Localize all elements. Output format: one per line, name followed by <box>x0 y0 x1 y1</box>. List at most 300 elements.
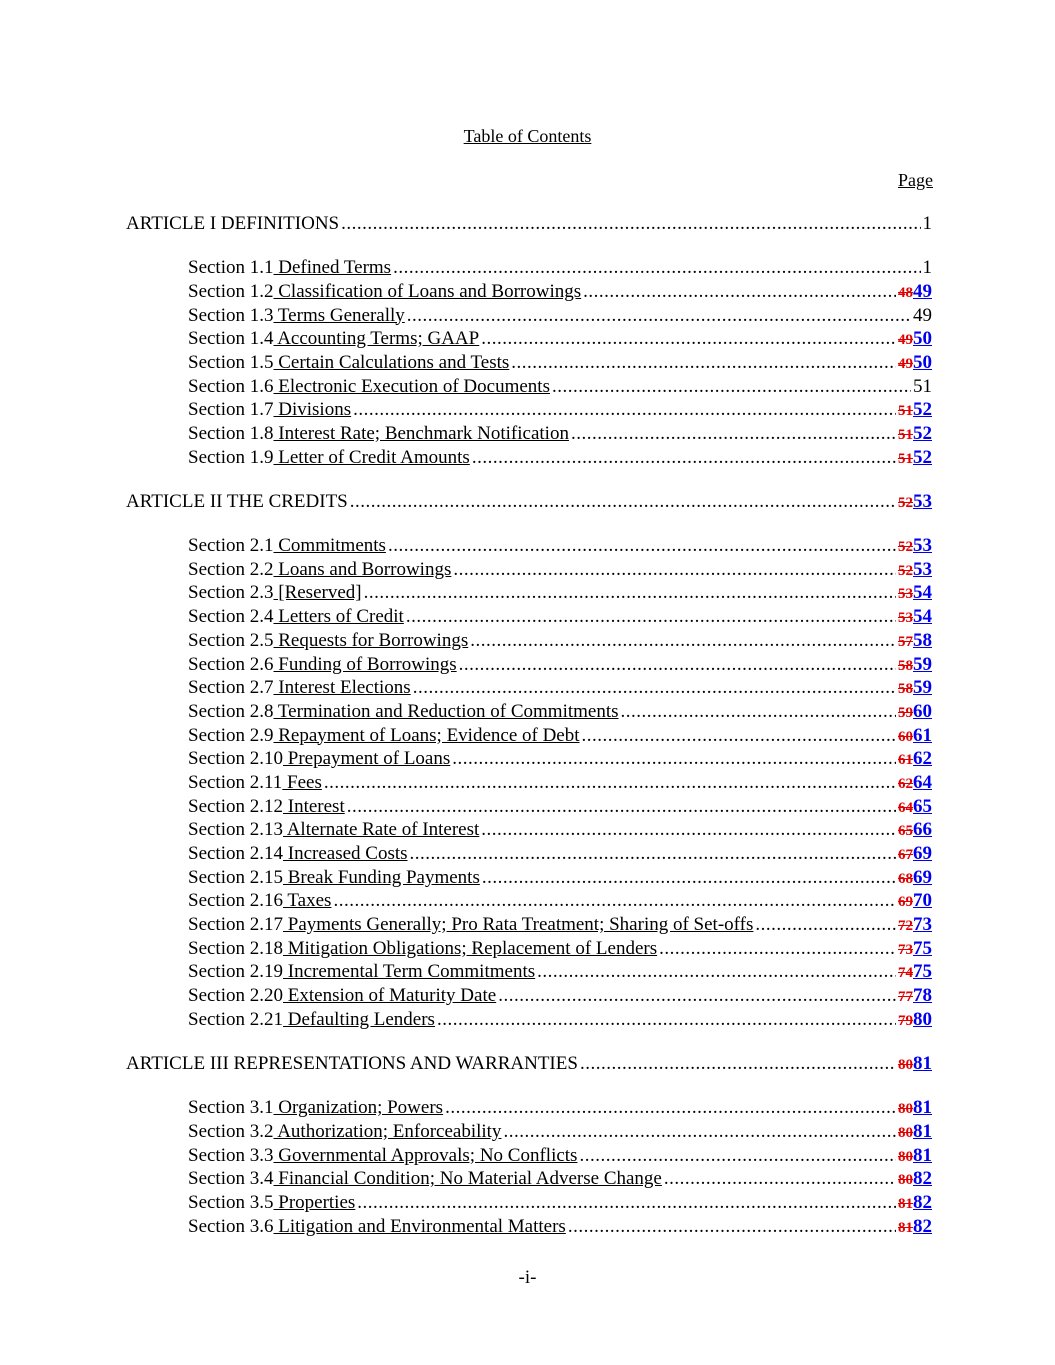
toc-page-number[interactable] <box>898 1052 932 1078</box>
toc-page-number[interactable] <box>898 913 932 939</box>
toc-section-entry[interactable] <box>0 1191 1055 1215</box>
toc-page-number[interactable] <box>898 1167 932 1193</box>
article-title: ARTICLE III REPRESENTATIONS AND WARRANTIES <box>126 1053 578 1074</box>
section-title-link[interactable]: Taxes <box>283 890 332 912</box>
toc-section-entry[interactable] <box>0 327 1055 351</box>
section-number: Section 1.3 <box>188 304 274 326</box>
inserted-page-number: 50 <box>913 328 932 350</box>
toc-entry-label <box>188 256 391 280</box>
inserted-page-number: 53 <box>913 490 932 512</box>
toc-entry-label <box>188 1120 501 1144</box>
dot-leader <box>350 490 896 514</box>
section-title-link[interactable]: Litigation and Environmental Matters <box>273 1215 566 1237</box>
toc-section-entry[interactable] <box>0 818 1055 842</box>
deleted-page-number: 49 <box>898 332 913 349</box>
toc-page-number[interactable] <box>898 818 932 844</box>
toc-page-number[interactable] <box>898 747 932 773</box>
toc-section-entry[interactable] <box>0 534 1055 558</box>
toc-page-number[interactable] <box>898 327 932 353</box>
toc-section-entry[interactable] <box>0 1096 1055 1120</box>
section-number: Section 1.2 <box>188 280 274 302</box>
toc-page-number[interactable] <box>898 889 932 915</box>
inserted-page-number: 61 <box>913 724 932 746</box>
section-number: Section 2.18 <box>188 937 283 959</box>
toc-entry-label <box>188 889 331 913</box>
deleted-page-number: 69 <box>898 894 913 911</box>
toc-entry-label <box>188 747 450 771</box>
section-title-link[interactable]: Interest Rate; Benchmark Notification <box>273 423 569 444</box>
toc-page-number[interactable] <box>898 960 932 986</box>
section-number: Section 2.5 <box>188 629 274 651</box>
deleted-page-number: 53 <box>898 610 913 627</box>
section-number: Section 3.2 <box>188 1120 274 1142</box>
deleted-page-number: 81 <box>898 1195 913 1212</box>
toc-entry-label <box>188 960 535 984</box>
inserted-page-number: 59 <box>913 677 932 699</box>
toc-entry-label <box>126 490 348 514</box>
section-title-link[interactable]: Prepayment of Loans <box>283 748 451 770</box>
toc-page-number[interactable] <box>923 212 933 236</box>
toc-page-number[interactable] <box>898 724 932 750</box>
toc-entry-label <box>188 280 581 304</box>
inserted-page-number: 82 <box>913 1168 932 1190</box>
deleted-page-number: 58 <box>898 657 913 674</box>
section-number: Section 2.17 <box>188 914 283 936</box>
toc-page-number[interactable] <box>898 351 932 377</box>
toc-section-entry[interactable] <box>0 280 1055 304</box>
toc-section-entry[interactable] <box>0 581 1055 605</box>
inserted-page-number: 52 <box>913 446 932 468</box>
section-title-link[interactable]: Loans and Borrowings <box>273 558 452 580</box>
toc-section-entry[interactable] <box>0 747 1055 771</box>
toc-page-number[interactable] <box>898 558 932 584</box>
deleted-page-number: 53 <box>898 586 913 603</box>
section-title-link[interactable]: Classification of Loans and Borrowings <box>273 280 582 302</box>
article-title: ARTICLE I DEFINITIONS <box>126 213 340 234</box>
toc-section-entry[interactable] <box>0 1167 1055 1191</box>
section-title-link[interactable]: Commitments <box>273 535 386 557</box>
section-title-link[interactable]: Alternate Rate of Interest <box>283 819 480 841</box>
deleted-page-number: 74 <box>898 965 913 982</box>
toc-section-entry[interactable] <box>0 889 1055 913</box>
dot-leader <box>452 747 896 771</box>
inserted-page-number: 70 <box>913 890 932 912</box>
inserted-page-number: 54 <box>913 582 932 604</box>
section-number: Section 3.4 <box>188 1168 274 1190</box>
section-title-link[interactable]: Divisions <box>273 399 352 421</box>
toc-section-entry[interactable] <box>0 960 1055 984</box>
section-number: Section 2.13 <box>188 819 283 841</box>
toc-entry-label <box>188 351 509 375</box>
dot-leader <box>364 581 896 605</box>
deleted-page-number: 67 <box>898 847 913 863</box>
toc-title: Table of Contents <box>463 126 592 146</box>
deleted-page-number: 59 <box>898 704 913 721</box>
toc-entry-label <box>188 605 404 629</box>
section-number: Section 2.12 <box>188 795 283 817</box>
dot-leader <box>552 375 911 399</box>
section-number: Section 2.6 <box>188 653 274 675</box>
dot-leader <box>353 398 896 422</box>
toc-section-entry[interactable] <box>0 351 1055 375</box>
dot-leader <box>341 212 920 236</box>
inserted-page-number: 66 <box>913 819 932 841</box>
inserted-page-number: 65 <box>913 795 932 817</box>
toc-entry-label <box>188 700 619 724</box>
section-number: Section 1.4 <box>188 328 274 350</box>
toc-section-entry[interactable] <box>0 676 1055 700</box>
dot-leader <box>407 304 911 328</box>
toc-page-number[interactable] <box>923 256 933 280</box>
toc-section-entry[interactable] <box>0 913 1055 937</box>
toc-section-entry[interactable] <box>0 629 1055 653</box>
deleted-page-number: 65 <box>898 823 913 840</box>
toc-entry-label <box>188 1191 355 1215</box>
section-title-link[interactable]: Repayment of Loans; Evidence of Debt <box>273 724 580 746</box>
toc-entry-label <box>126 1052 578 1076</box>
dot-leader <box>406 605 896 629</box>
toc-page-number[interactable] <box>898 490 932 516</box>
toc-entry-label <box>188 1144 577 1168</box>
toc-page-number[interactable] <box>898 1008 932 1034</box>
toc-page-number[interactable] <box>913 375 932 399</box>
deleted-page-number: 58 <box>898 681 913 698</box>
section-title-link[interactable]: Properties <box>273 1191 356 1213</box>
section-title-link[interactable]: Authorization; Enforceability <box>273 1120 502 1142</box>
section-number: Section 3.5 <box>188 1191 274 1213</box>
dot-leader <box>470 629 896 653</box>
dot-leader <box>511 351 896 375</box>
toc-page-number[interactable] <box>898 629 932 655</box>
toc-section-entry[interactable] <box>0 398 1055 422</box>
section-number: Section 3.6 <box>188 1215 274 1237</box>
deleted-page-number: 68 <box>898 870 913 887</box>
inserted-page-number: 52 <box>913 423 932 444</box>
toc-article-entry[interactable] <box>0 212 1055 236</box>
inserted-page-number: 82 <box>913 1191 932 1213</box>
dot-leader <box>388 534 896 558</box>
section-number: Section 2.16 <box>188 890 283 912</box>
deleted-page-number: 80 <box>898 1101 913 1118</box>
dot-leader <box>324 771 896 795</box>
section-title-link[interactable]: Extension of Maturity Date <box>283 985 497 1007</box>
deleted-page-number: 48 <box>898 284 913 301</box>
deleted-page-number: 73 <box>898 941 913 958</box>
toc-entry-label <box>188 724 580 748</box>
page-number: 1 <box>922 213 932 234</box>
section-title-link[interactable]: Increased Costs <box>283 843 408 864</box>
section-title-link[interactable]: Letter of Credit Amounts <box>273 446 470 468</box>
dot-leader <box>357 1191 896 1215</box>
toc-page-number[interactable] <box>898 398 932 424</box>
dot-leader <box>333 889 896 913</box>
page-number: 1 <box>922 257 932 279</box>
toc-section-entry[interactable] <box>0 795 1055 819</box>
page-column-heading: Page <box>898 170 933 190</box>
section-title-link[interactable]: Termination and Reduction of Commitments <box>273 700 619 722</box>
toc-page-number[interactable] <box>898 605 932 631</box>
section-number: Section 3.3 <box>188 1144 274 1166</box>
dot-leader <box>347 795 896 819</box>
deleted-page-number: 80 <box>898 1172 913 1189</box>
deleted-page-number: 64 <box>898 799 913 816</box>
inserted-page-number: 69 <box>913 843 932 864</box>
toc-section-entry[interactable] <box>0 724 1055 748</box>
toc-page-number[interactable] <box>898 984 932 1010</box>
section-title-link[interactable]: Requests for Borrowings <box>273 629 469 651</box>
page-number: 49 <box>913 304 932 326</box>
section-number: Section 1.6 <box>188 375 274 397</box>
toc-entry-label <box>126 212 339 236</box>
section-number: Section 2.8 <box>188 700 274 722</box>
deleted-page-number: 51 <box>898 403 913 420</box>
deleted-page-number: 51 <box>898 450 913 467</box>
deleted-page-number: 77 <box>898 989 913 1006</box>
deleted-page-number: 49 <box>898 355 913 372</box>
section-number: Section 2.14 <box>188 843 283 864</box>
inserted-page-number: 80 <box>913 1008 932 1030</box>
toc-section-entry[interactable] <box>0 771 1055 795</box>
dot-leader <box>659 937 896 961</box>
toc-entry-label <box>188 771 322 795</box>
toc-section-entry[interactable] <box>0 653 1055 677</box>
inserted-page-number: 53 <box>913 535 932 557</box>
toc-page-number[interactable] <box>898 937 932 963</box>
deleted-page-number: 80 <box>898 1124 913 1141</box>
toc-page-number[interactable] <box>898 534 932 560</box>
deleted-page-number: 79 <box>898 1012 913 1029</box>
dot-leader <box>580 1052 896 1076</box>
section-number: Section 2.1 <box>188 535 274 557</box>
article-title: ARTICLE II THE CREDITS <box>126 490 348 512</box>
toc-entry-label <box>188 842 408 866</box>
toc-section-entry[interactable] <box>0 1008 1055 1032</box>
inserted-page-number: 53 <box>913 558 932 580</box>
toc-entry-label <box>188 653 457 677</box>
toc-page-number[interactable] <box>898 1144 932 1170</box>
section-title-link[interactable]: Governmental Approvals; No Conflicts <box>273 1144 578 1166</box>
section-number: Section 2.15 <box>188 866 283 888</box>
section-title-link[interactable]: Interest <box>283 795 345 817</box>
toc-entry-label <box>188 629 468 653</box>
section-number: Section 1.5 <box>188 351 274 373</box>
toc-page-number[interactable] <box>898 842 932 868</box>
deleted-page-number: 52 <box>898 494 913 511</box>
section-number: Section 2.9 <box>188 724 274 746</box>
dot-leader <box>413 676 896 700</box>
section-title-link[interactable]: Organization; Powers <box>273 1097 444 1119</box>
toc-entry-label <box>188 446 470 470</box>
deleted-page-number: 52 <box>898 562 913 579</box>
page-number: 51 <box>913 375 932 397</box>
dot-leader <box>437 1008 896 1032</box>
section-number: Section 2.4 <box>188 606 274 628</box>
toc-page-number[interactable] <box>898 795 932 821</box>
dot-leader <box>472 446 896 470</box>
toc-section-entry[interactable] <box>0 866 1055 890</box>
toc-page-number[interactable] <box>898 1215 932 1241</box>
toc-entry-label <box>188 304 405 328</box>
section-number: Section 2.7 <box>188 677 274 699</box>
dot-leader <box>579 1144 896 1168</box>
section-number: Section 2.10 <box>188 748 283 770</box>
deleted-page-number: 80 <box>898 1148 913 1165</box>
inserted-page-number: 58 <box>913 629 932 651</box>
inserted-page-number: 64 <box>913 771 932 793</box>
toc-section-entry[interactable] <box>0 984 1055 1008</box>
inserted-page-number: 59 <box>913 653 932 675</box>
inserted-page-number: 82 <box>913 1215 932 1237</box>
toc-section-entry[interactable] <box>0 842 1055 866</box>
deleted-page-number: 62 <box>898 775 913 792</box>
toc-section-entry[interactable] <box>0 1144 1055 1168</box>
toc-section-entry[interactable] <box>0 1120 1055 1144</box>
dot-leader <box>481 327 896 351</box>
toc-page-number[interactable] <box>898 422 932 448</box>
dot-leader <box>482 866 896 890</box>
inserted-page-number: 49 <box>913 280 932 302</box>
section-title-link[interactable]: Defined Terms <box>273 257 392 279</box>
toc-page-number[interactable] <box>898 446 932 472</box>
dot-leader <box>664 1167 896 1191</box>
section-title-link[interactable]: Certain Calculations and Tests <box>273 351 510 373</box>
toc-page-number[interactable] <box>898 1096 932 1122</box>
toc-page-number[interactable] <box>913 304 932 328</box>
section-title-link[interactable]: Accounting Terms; GAAP <box>273 328 480 350</box>
toc-entry-label <box>188 913 753 937</box>
toc-section-entry[interactable] <box>0 446 1055 470</box>
toc-entry-label <box>188 984 496 1008</box>
section-title-link[interactable]: Incremental Term Commitments <box>283 961 536 983</box>
section-number: Section 3.1 <box>188 1097 274 1119</box>
section-title-link[interactable]: Break Funding Payments <box>283 866 480 888</box>
toc-entry-label <box>188 1215 566 1239</box>
section-title-link[interactable]: [Reserved] <box>273 582 362 604</box>
deleted-page-number: 52 <box>898 539 913 556</box>
toc-entry-label <box>188 534 386 558</box>
inserted-page-number: 78 <box>913 985 932 1007</box>
deleted-page-number: 60 <box>898 728 913 745</box>
section-title-link[interactable]: Mitigation Obligations; Replacement of Lenders <box>283 937 658 959</box>
dot-leader <box>453 558 896 582</box>
page-number-footer: -i- <box>518 1267 537 1288</box>
dot-leader <box>503 1120 896 1144</box>
section-number: Section 2.3 <box>188 582 274 604</box>
toc-section-entry[interactable] <box>0 605 1055 629</box>
toc-entry-label <box>188 1008 435 1032</box>
toc-section-entry[interactable] <box>0 422 1055 446</box>
toc-page-number[interactable] <box>898 581 932 607</box>
section-title-link[interactable]: Financial Condition; No Material Adverse Change <box>273 1168 662 1190</box>
toc-entry-label <box>188 1096 443 1120</box>
toc-page-number[interactable] <box>898 700 932 726</box>
section-number: Section 1.7 <box>188 399 274 421</box>
toc-article-entry[interactable] <box>0 490 1055 514</box>
toc-entry-label <box>188 422 569 446</box>
toc-page-number[interactable] <box>898 280 932 306</box>
toc-entry-label <box>188 866 480 890</box>
dot-leader <box>393 256 920 280</box>
inserted-page-number: 54 <box>913 606 932 628</box>
section-title-link[interactable]: Letters of Credit <box>273 606 404 628</box>
toc-section-entry[interactable] <box>0 700 1055 724</box>
dot-leader <box>498 984 896 1008</box>
dot-leader <box>445 1096 896 1120</box>
toc-entry-label <box>188 676 411 700</box>
inserted-page-number: 81 <box>913 1144 932 1166</box>
section-number: Section 2.21 <box>188 1008 283 1030</box>
dot-leader <box>571 422 896 446</box>
dot-leader <box>582 724 896 748</box>
dot-leader <box>755 913 896 937</box>
section-title-link[interactable]: Fees <box>282 771 322 793</box>
dot-leader <box>568 1215 896 1239</box>
toc-section-entry[interactable] <box>0 256 1055 280</box>
inserted-page-number: 50 <box>913 351 932 373</box>
toc-section-entry[interactable] <box>0 304 1055 328</box>
toc-section-entry[interactable] <box>0 375 1055 399</box>
toc-page-number[interactable] <box>898 653 932 679</box>
inserted-page-number: 81 <box>913 1053 932 1074</box>
toc-entry-label <box>188 327 479 351</box>
dot-leader <box>583 280 896 304</box>
toc-article-entry[interactable] <box>0 1052 1055 1076</box>
inserted-page-number: 81 <box>913 1097 932 1119</box>
toc-section-entry[interactable] <box>0 558 1055 582</box>
section-title-link[interactable]: Payments Generally; Pro Rata Treatment; Sharing of Set-offs <box>283 914 754 936</box>
toc-section-entry[interactable] <box>0 937 1055 961</box>
toc-list <box>0 210 1055 1238</box>
dot-leader <box>621 700 896 724</box>
toc-page-number[interactable] <box>898 676 932 702</box>
inserted-page-number: 69 <box>913 866 932 888</box>
toc-entry-label <box>188 558 451 582</box>
deleted-page-number: 81 <box>898 1219 913 1236</box>
deleted-page-number: 72 <box>898 918 913 935</box>
toc-page-number[interactable] <box>898 771 932 797</box>
deleted-page-number: 57 <box>898 633 913 650</box>
inserted-page-number: 73 <box>913 914 932 936</box>
dot-leader <box>459 653 896 677</box>
toc-entry-label <box>188 581 362 605</box>
section-title-link[interactable]: Funding of Borrowings <box>273 653 457 675</box>
section-number: Section 1.8 <box>188 423 274 444</box>
toc-page-number[interactable] <box>898 866 932 892</box>
section-title-link[interactable]: Interest Elections <box>273 677 411 699</box>
toc-entry-label <box>188 1167 662 1191</box>
section-title-link[interactable]: Defaulting Lenders <box>283 1008 435 1030</box>
dot-leader <box>537 960 896 984</box>
section-number: Section 1.1 <box>188 257 274 279</box>
inserted-page-number: 62 <box>913 748 932 770</box>
dot-leader <box>410 842 896 866</box>
toc-entry-label <box>188 795 345 819</box>
inserted-page-number: 60 <box>913 700 932 722</box>
toc-page-number[interactable] <box>898 1191 932 1217</box>
section-number: Section 1.9 <box>188 446 274 468</box>
deleted-page-number: 51 <box>898 427 913 443</box>
section-number: Section 2.19 <box>188 961 283 983</box>
toc-page-number[interactable] <box>898 1120 932 1146</box>
toc-entry-label <box>188 375 550 399</box>
section-number: Section 2.2 <box>188 558 274 580</box>
toc-section-entry[interactable] <box>0 1215 1055 1239</box>
section-title-link[interactable]: Electronic Execution of Documents <box>273 375 550 397</box>
inserted-page-number: 75 <box>913 937 932 959</box>
section-number: Section 2.20 <box>188 985 283 1007</box>
section-title-link[interactable]: Terms Generally <box>273 304 405 326</box>
section-number: Section 2.11 <box>188 771 283 793</box>
